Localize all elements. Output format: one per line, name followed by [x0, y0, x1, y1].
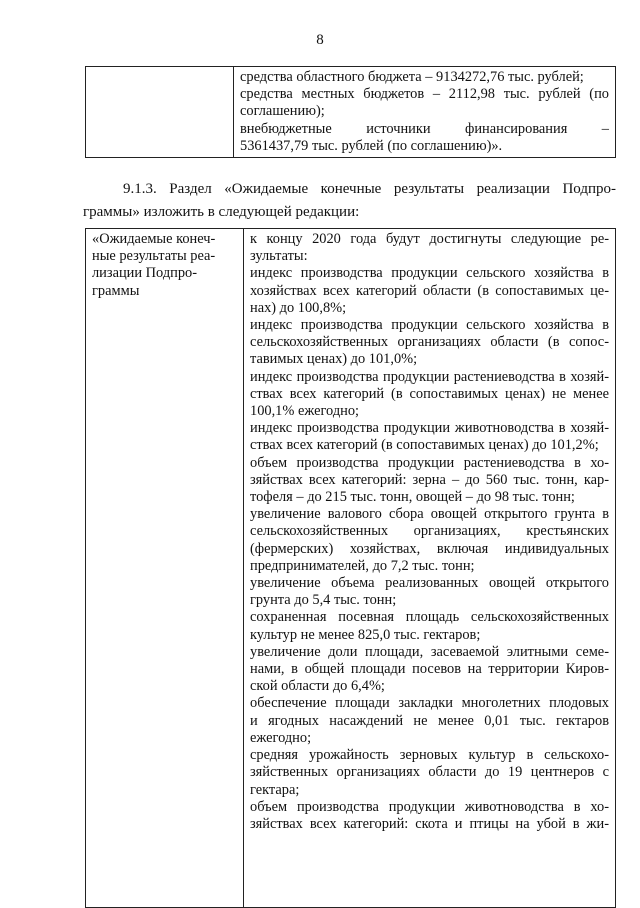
result-line: нами, в общей площади посевов на территории Киров- — [250, 661, 609, 678]
page-number: 8 — [316, 32, 324, 48]
result-line: зяйствах всех категорий: зерна – до 560 тыс. тонн, кар- — [250, 471, 609, 488]
heading-line: лизации Подпро- — [92, 265, 198, 282]
results-table-content-cell — [244, 229, 616, 908]
result-line: культур не менее 825,0 тыс. гектаров; — [250, 626, 481, 643]
result-line: к концу 2020 года будут достигнуты следующие ре- — [250, 231, 609, 247]
funding-table — [85, 66, 616, 158]
section-line-2: граммы» изложить в следующей редакции: — [83, 204, 360, 220]
result-line: увеличение доли площади, засеваемой элитными семе- — [250, 643, 609, 660]
funding-table-left-cell — [86, 67, 234, 158]
result-line: предпринимателей, до 7,2 тыс. тонн; — [250, 557, 475, 574]
result-line: объем производства продукции животноводства в хо- — [250, 798, 609, 815]
result-line: обеспечение площади закладки многолетних плодовых — [250, 695, 609, 712]
result-line: хозяйствах всех категорий области (в сопоставимых це- — [250, 282, 609, 299]
result-line: (фермерских) хозяйствах, включая индивидуальных — [250, 540, 609, 557]
result-line: увеличение объема реализованных овощей открытого — [250, 575, 609, 592]
result-line: тавимых ценах) до 101,0%; — [250, 351, 418, 368]
result-line: ской области до 6,4%; — [250, 678, 385, 695]
heading-line: «Ожидаемые конеч- — [92, 231, 216, 247]
result-line: увеличение валового сбора овощей открытого грунта в — [250, 506, 609, 523]
result-line: индекс производства продукции сельского хозяйства в — [250, 317, 609, 334]
result-line: 100,1% ежегодно; — [250, 403, 360, 420]
funding-line: средства областного бюджета – 9134272,76 тыс. рублей; — [240, 69, 584, 85]
result-line: тофеля – до 215 тыс. тонн, овощей – до 98 тыс. тонн; — [250, 489, 575, 506]
heading-line: ные результаты реа- — [92, 248, 216, 265]
section-paragraph — [83, 178, 616, 224]
funding-line: 5361437,79 тыс. рублей (по соглашению)». — [240, 137, 503, 154]
result-line: зяйственных организациях области до 19 центнеров с — [250, 764, 609, 781]
result-line: зультаты: — [250, 248, 308, 265]
funding-line: внебюджетные источники финансирования – — [240, 120, 609, 137]
result-line: индекс производства продукции сельского хозяйства в — [250, 265, 609, 282]
heading-line: граммы — [92, 282, 140, 299]
result-line: грунта до 5,4 тыс. тонн; — [250, 592, 397, 609]
result-line: индекс производства продукции животноводства в хозяй- — [250, 420, 609, 437]
result-line: нах) до 100,8%; — [250, 299, 347, 316]
section-line-1: 9.1.3. Раздел «Ожидаемые конечные результаты реализации Подпро- — [123, 181, 616, 197]
results-table — [85, 228, 616, 908]
result-line: сельскохозяйственных организациях, крестьянских — [250, 523, 609, 540]
result-line: средняя урожайность зерновых культур в сельскохо- — [250, 747, 609, 764]
results-table-heading-cell — [86, 229, 244, 908]
funding-line: средства местных бюджетов – 2112,98 тыс. рублей (по — [240, 86, 609, 103]
result-line: индекс производства продукции растениеводства в хозяй- — [250, 368, 609, 385]
result-line: сохраненная посевная площадь сельскохозяйственных — [250, 609, 609, 626]
result-line: ствах всех категорий (в сопоставимых ценах) до 101,2%; — [250, 437, 599, 454]
result-line: ежегодно; — [250, 729, 312, 746]
funding-line: соглашению); — [240, 103, 325, 120]
result-line: зяйствах всех категорий: скота и птицы на убой в жи- — [250, 815, 609, 832]
result-line: сельскохозяйственных организациях области (в сопос- — [250, 334, 609, 351]
result-line: гектара; — [250, 781, 300, 798]
result-line: и ягодных насаждений не менее 0,01 тыс. гектаров — [250, 712, 609, 729]
result-line: объем производства продукции растениеводства в хо- — [250, 454, 609, 471]
funding-table-right-cell — [234, 67, 616, 158]
result-line: ствах всех категорий (в сопоставимых ценах) не менее — [250, 385, 609, 402]
